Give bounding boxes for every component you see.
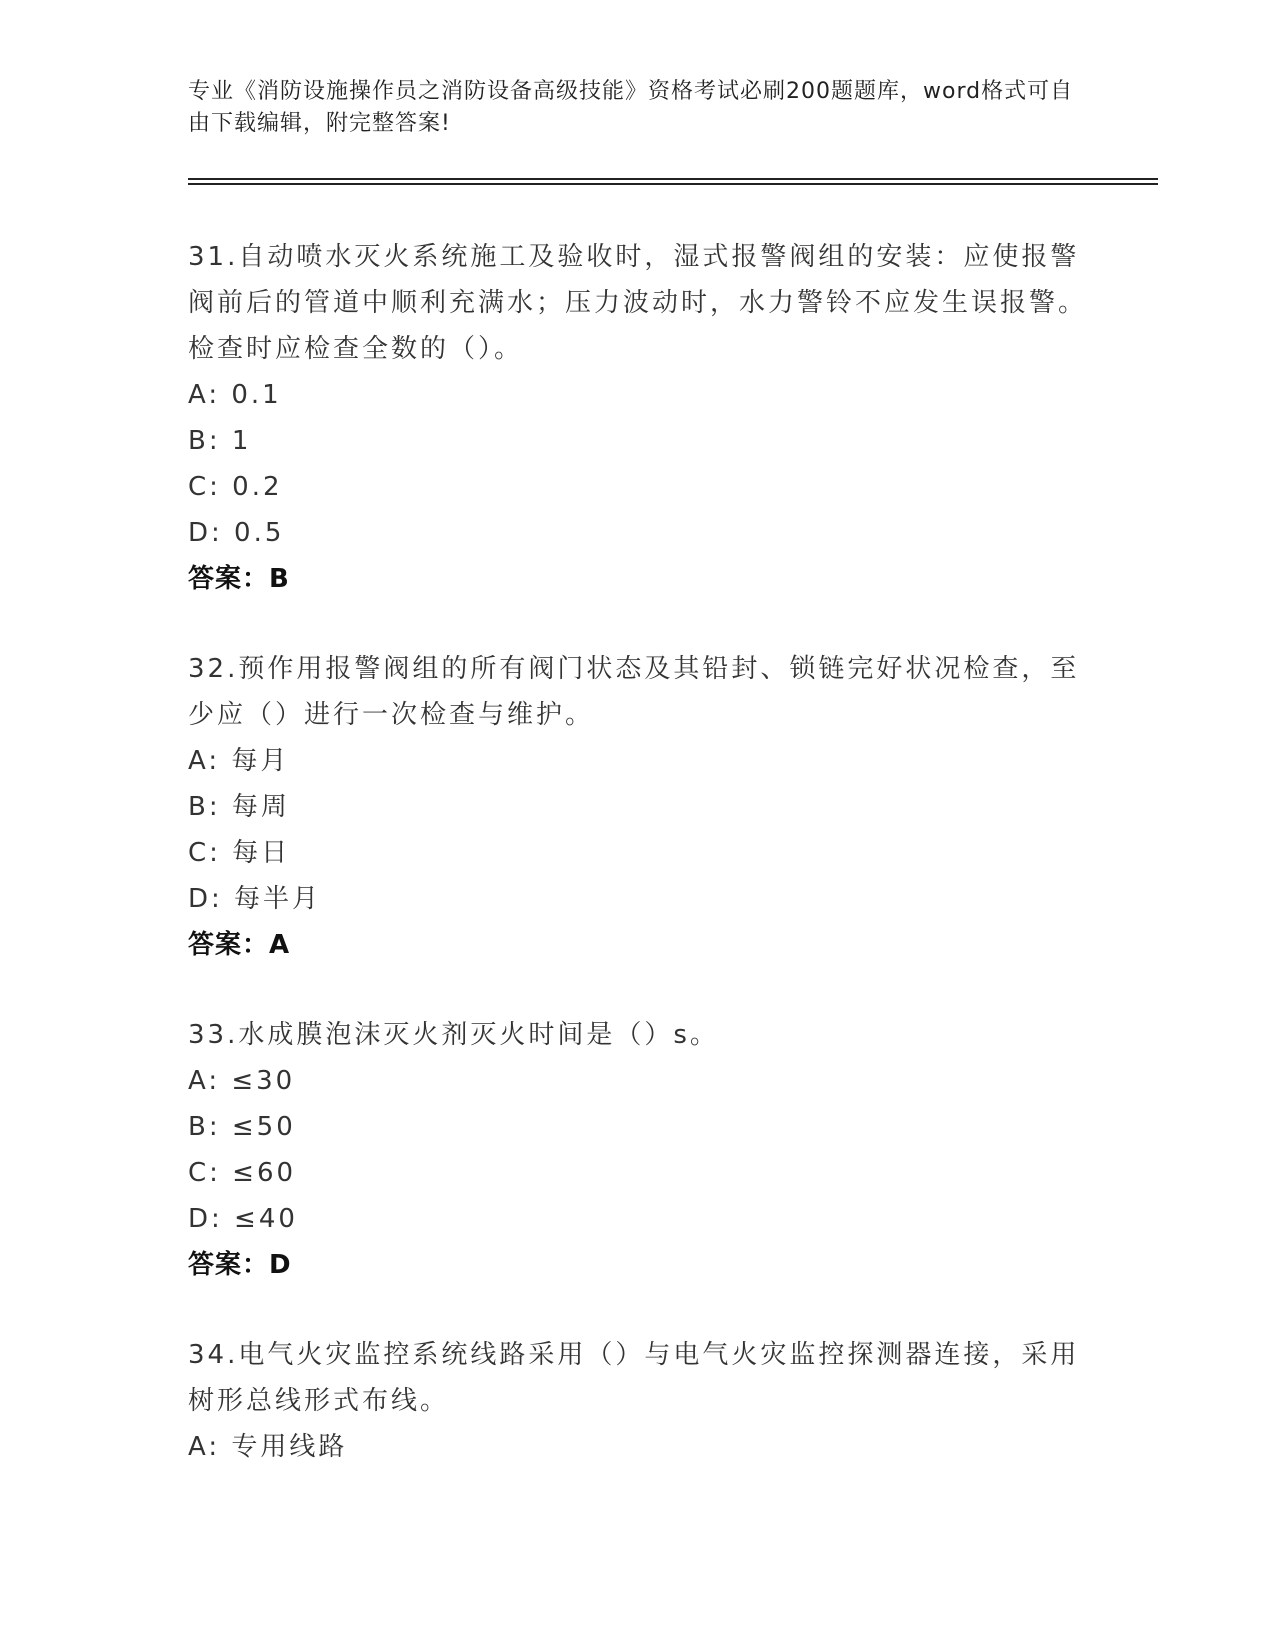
header-divider-bottom	[188, 183, 1158, 185]
option-a: A: 0.1	[188, 380, 282, 410]
option-c: C: 每日	[188, 838, 291, 868]
question-stem: 34.电气火灾监控系统线路采用（）与电气火灾监控探测器连接，采用树形总线形式布线。	[188, 1340, 1080, 1416]
option-d: D: ≤40	[188, 1204, 298, 1234]
option-c: C: 0.2	[188, 472, 283, 502]
option-d: D: 0.5	[188, 518, 285, 548]
option-b: B: ≤50	[188, 1112, 296, 1142]
question-33	[188, 1012, 1088, 1288]
header-divider-top	[188, 178, 1158, 180]
question-stem: 32.预作用报警阀组的所有阀门状态及其铅封、锁链完好状况检查，至少应（）进行一次检查与维护。	[188, 654, 1080, 730]
answer-line: 答案：A	[188, 930, 291, 960]
document-header: 专业《消防设施操作员之消防设备高级技能》资格考试必刷200题题库，word格式可自由下载编辑，附完整答案!	[188, 79, 1074, 136]
question-stem: 31.自动喷水灭火系统施工及验收时，湿式报警阀组的安装：应使报警阀前后的管道中顺利充满水；压力波动时，水力警铃不应发生误报警。检查时应检查全数的（）。	[188, 242, 1088, 364]
option-c: C: ≤60	[188, 1158, 297, 1188]
question-stem: 33.水成膜泡沫灭火剂灭火时间是（）s。	[188, 1020, 719, 1050]
option-a: A: 每月	[188, 746, 290, 776]
option-a: A: 专用线路	[188, 1432, 348, 1462]
question-31	[188, 234, 1088, 602]
option-d: D: 每半月	[188, 884, 322, 914]
answer-line: 答案：D	[188, 1250, 292, 1280]
question-list	[188, 234, 1088, 1514]
option-b: B: 1	[188, 426, 252, 456]
question-32	[188, 646, 1088, 968]
question-34	[188, 1332, 1088, 1470]
answer-line: 答案：B	[188, 564, 290, 594]
option-a: A: ≤30	[188, 1066, 296, 1096]
option-b: B: 每周	[188, 792, 290, 822]
